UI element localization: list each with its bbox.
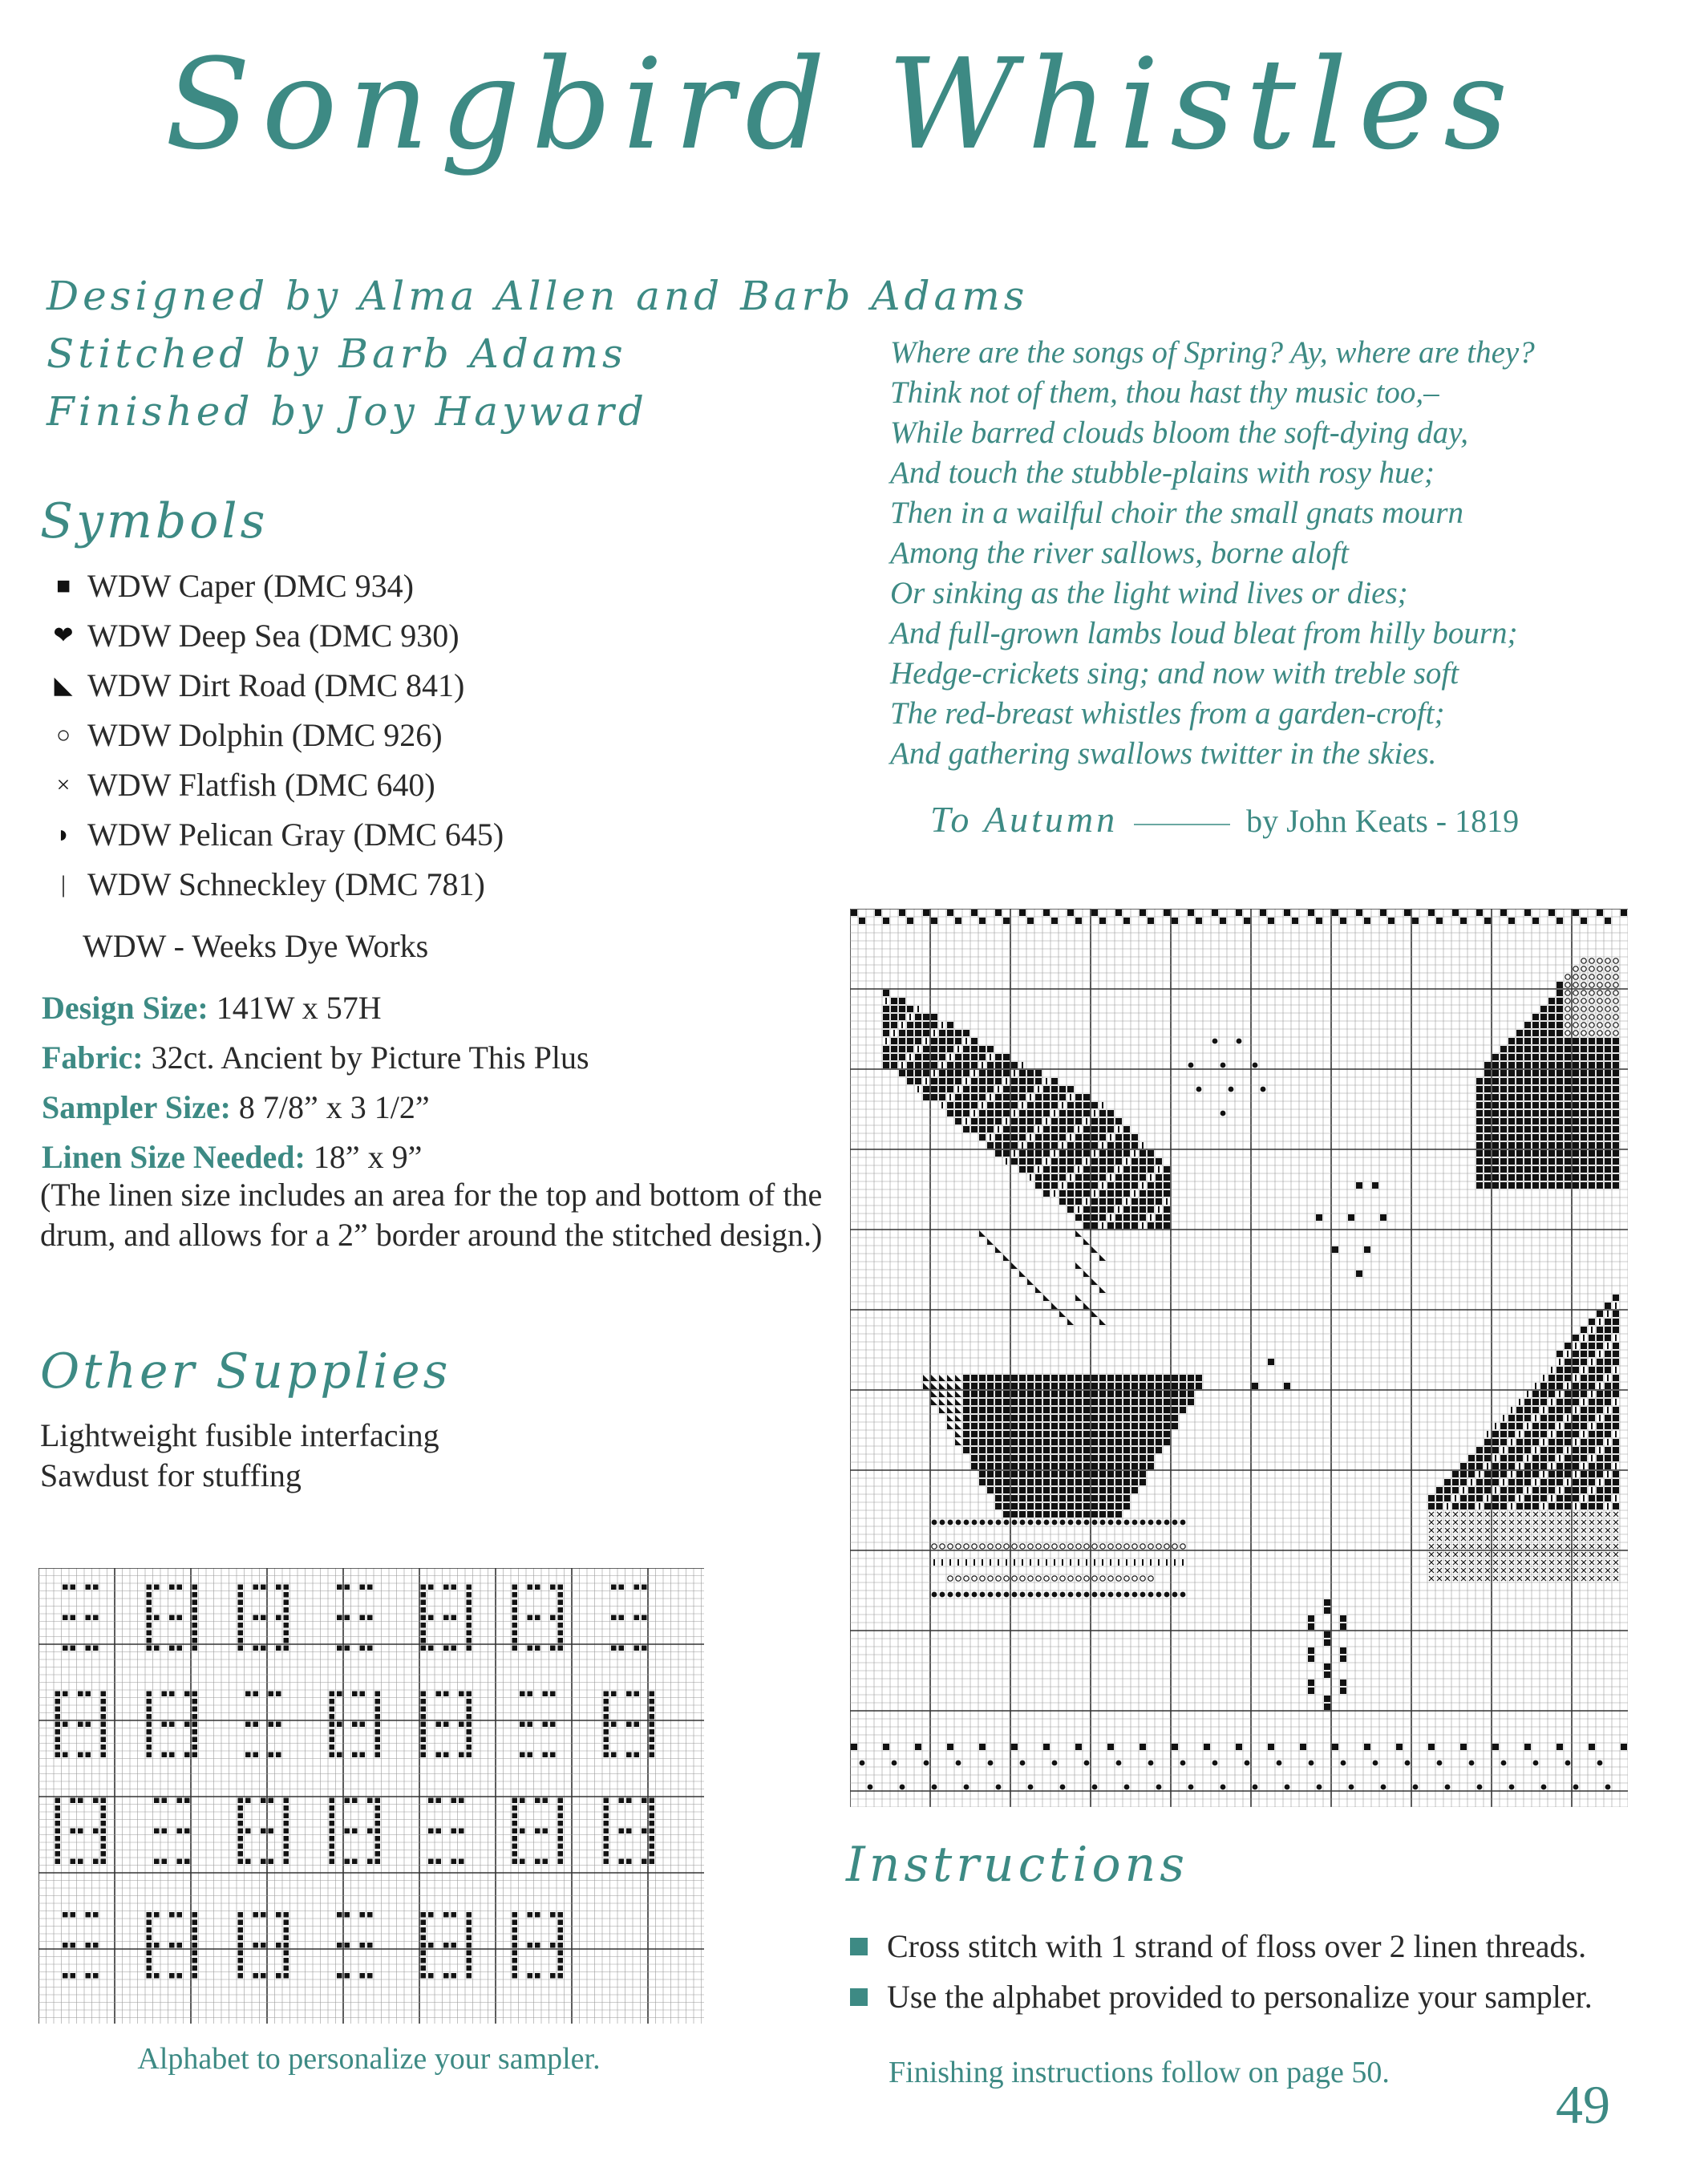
fabric bbox=[42, 1033, 589, 1083]
heart-symbol-icon: ❤ bbox=[53, 622, 74, 649]
design-size-value: 141W x 57H bbox=[216, 990, 382, 1026]
poem-line: The red-breast whistles from a garden-croft; bbox=[890, 696, 1445, 731]
poem-author: by John Keats - 1819 bbox=[1246, 803, 1520, 839]
supply-item: Lightweight fusible interfacing bbox=[40, 1417, 439, 1453]
sampler-size bbox=[42, 1083, 430, 1133]
credit-designed: Designed by Alma Allen and Barb Adams bbox=[47, 273, 1029, 319]
supply-item: Sawdust for stuffing bbox=[40, 1457, 302, 1493]
poem-line: Hedge-crickets sing; and now with treble soft bbox=[890, 656, 1459, 691]
poem-line: Then in a wailful choir the small gnats mourn bbox=[890, 496, 1464, 530]
linen-size-value: 18” x 9” bbox=[313, 1139, 423, 1175]
symbol-row bbox=[44, 860, 766, 910]
poem-line: And touch the stubble-plains with rosy hue; bbox=[890, 456, 1435, 490]
poem-line: Or sinking as the light wind lives or dies; bbox=[890, 576, 1408, 610]
alphabet-caption: Alphabet to personalize your sampler. bbox=[137, 2042, 601, 2076]
supplies-list bbox=[40, 1416, 439, 1496]
instruction-text: Use the alphabet provided to personalize your sampler. bbox=[887, 1979, 1593, 2015]
poem-line: Think not of them, thou hast thy music too,– bbox=[890, 375, 1439, 410]
poem-line: And gathering swallows twitter in the skies. bbox=[890, 736, 1437, 771]
alphabet-chart bbox=[38, 1568, 704, 2024]
design-size bbox=[42, 983, 382, 1033]
poem-line: Where are the songs of Spring? Ay, where are they? bbox=[890, 335, 1535, 370]
symbol-row bbox=[44, 561, 766, 611]
grid-lines bbox=[38, 1568, 704, 2024]
linen-size-label: Linen Size Needed: bbox=[42, 1139, 306, 1175]
page-number: 49 bbox=[1556, 2074, 1610, 2135]
symbol-label: WDW Deep Sea (DMC 930) bbox=[87, 618, 459, 654]
symbol-row bbox=[44, 810, 766, 860]
symbol-label: WDW Dirt Road (DMC 841) bbox=[87, 667, 465, 703]
instruction-item bbox=[850, 1978, 1593, 2016]
page-title: Songbird Whistles bbox=[164, 31, 1520, 177]
linen-note: (The linen size includes an area for the top and bottom of the drum, and allows for a 2” border around the stitched design.) bbox=[40, 1177, 823, 1253]
symbols-heading: Symbols bbox=[40, 493, 269, 549]
sampler-size-value: 8 7/8” x 3 1/2” bbox=[238, 1089, 430, 1125]
poem-line: While barred clouds bloom the soft-dying day, bbox=[890, 415, 1469, 450]
bullet-square-icon bbox=[850, 1988, 868, 2006]
vine-ornament-icon bbox=[1134, 824, 1230, 825]
wdw-note: WDW - Weeks Dye Works bbox=[83, 928, 429, 964]
sampler-size-label: Sampler Size: bbox=[42, 1089, 231, 1125]
symbol-row bbox=[44, 711, 766, 760]
finishing-note: Finishing instructions follow on page 50. bbox=[889, 2056, 1390, 2089]
symbol-label: WDW Caper (DMC 934) bbox=[87, 568, 414, 604]
solid-square-symbol-icon: ■ bbox=[55, 573, 71, 599]
poem bbox=[890, 333, 1660, 774]
symbol-label: WDW Dolphin (DMC 926) bbox=[87, 717, 443, 753]
instruction-item bbox=[850, 1927, 1586, 1965]
cross-symbol-icon: × bbox=[56, 772, 71, 798]
symbol-label: WDW Pelican Gray (DMC 645) bbox=[87, 816, 504, 853]
symbol-row bbox=[44, 611, 766, 661]
poem-line: Among the river sallows, borne aloft bbox=[890, 536, 1349, 570]
bullet-square-icon bbox=[850, 1938, 868, 1955]
symbol-row bbox=[44, 661, 766, 711]
symbol-key bbox=[44, 561, 766, 910]
half-circle-symbol-icon: ◗ bbox=[55, 821, 71, 848]
stitch-marks bbox=[851, 910, 1628, 1789]
cross-stitch-chart bbox=[850, 909, 1628, 1807]
supplies-heading: Other Supplies bbox=[40, 1343, 451, 1400]
credit-finished: Finished by Joy Hayward bbox=[47, 388, 648, 435]
fabric-value: 32ct. Ancient by Picture This Plus bbox=[151, 1039, 589, 1076]
poem-source-title: To Autumn bbox=[930, 799, 1119, 840]
symbol-row bbox=[44, 760, 766, 810]
instruction-text: Cross stitch with 1 strand of floss over 2 linen threads. bbox=[887, 1928, 1587, 1964]
credit-stitched: Stitched by Barb Adams bbox=[47, 330, 627, 377]
triangle-symbol-icon: ◣ bbox=[54, 672, 73, 699]
vertical-bar-symbol-icon: | bbox=[60, 871, 66, 898]
poem-line: And full-grown lambs loud bleat from hilly bourn; bbox=[890, 616, 1518, 650]
symbol-label: WDW Flatfish (DMC 640) bbox=[87, 767, 435, 803]
poem-attribution bbox=[930, 798, 1519, 841]
circle-symbol-icon: ○ bbox=[55, 722, 71, 748]
symbol-label: WDW Schneckley (DMC 781) bbox=[87, 866, 485, 902]
fabric-label: Fabric: bbox=[42, 1039, 144, 1076]
instructions-heading: Instructions bbox=[846, 1837, 1189, 1893]
design-size-label: Design Size: bbox=[42, 990, 208, 1026]
